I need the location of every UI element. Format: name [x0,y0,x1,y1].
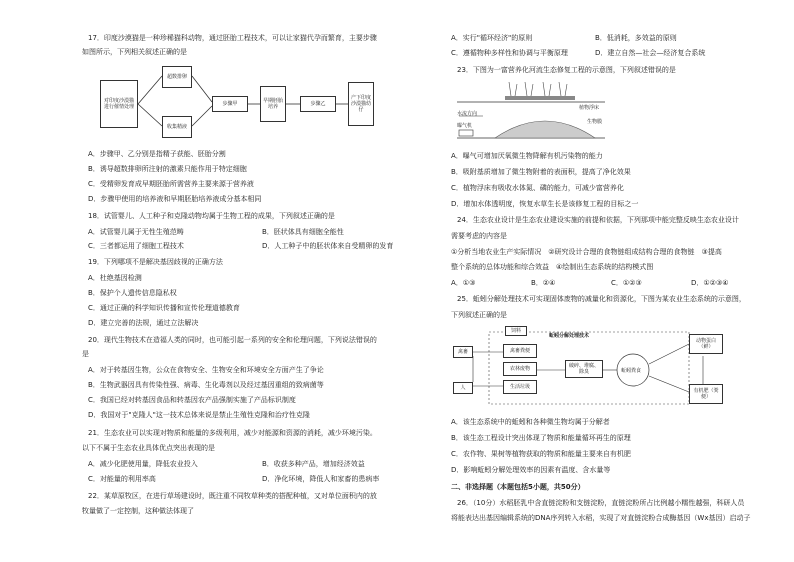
q25-feed-box: 饲料 [505,326,527,336]
q17-option-c: C．受精卵发育成早期胚胎所需营养主要来源于营养液 [88,180,254,188]
q21-stem: 21．生态农业可以实现对物质和能量的多级利用，减少对能源和资源的消耗，减少环境污染。 [88,429,377,437]
q22-option-d: D．建立自然—社会—经济复合系统 [595,49,706,57]
q21-option-c: C．对能量的利用率高 [88,475,156,483]
q25-waste3-box: 生活垃圾 [503,380,537,394]
q20-stem-cont: 是 [82,350,89,358]
q18-option-c: C．三者都运用了细胞工程技术 [88,242,184,250]
q20-option-c: C．我国已经对转基因食品和转基因农产品强制实施了产品标识制度 [88,396,296,404]
q22-stem: 22．某草原牧区，在进行草场建设时，既注重不同牧草种类的搭配种植，又对单位面积内的放 [88,492,377,500]
q22-option-b: B．低消耗，多效益的原则 [595,34,677,42]
q17-option-b: B．诱导超数排卵所注射的激素只能作用于特定细胞 [88,165,247,173]
q18-stem: 18．试管婴儿、人工种子和克隆动物均属于生物工程的成果，下列叙述正确的是 [88,212,335,220]
right-column [445,0,794,562]
q19-option-c: C．通过正确的科学知识传播和宣传伦理道德教育 [88,304,240,312]
q23-film-label: 生物膜 [587,119,603,125]
q20-stem: 20．现代生物技术在造福人类的同时，也可能引起一系列的安全和伦理问题，下列说法错误的 [88,336,377,344]
q21-option-a: A．减少化肥使用量，降低农业投入 [88,460,198,468]
left-column [82,0,442,562]
q24-items-2: 整个系统的总体功能和综合效益 ④绘制出生态系统的结构模式图 [451,263,654,271]
q25-title: 蚯蚓分解处理技术 [549,333,590,339]
q25-animal-box: 动物蛋白（鲜） [689,334,723,354]
q25-eco-diagram [453,326,753,410]
q17-start-box: 对印度沙漠猫进行催情处理 [100,80,138,128]
q25-worm-label: 蚯蚓粪食 [621,368,642,374]
q22-stem-cont: 牧量做了一定控制，这种做法体现了 [82,507,194,515]
q25-process-box: 破碎、堆腐、除臭 [565,360,603,378]
q23-option-a: A．曝气可增加厌氧微生物降解有机污染物的能力 [451,152,603,160]
q17-embryo-box: 早期胚胎培养 [260,86,286,122]
q26-stem-cont: 将能表达出基因编辑系统的DNA序列转入水稻，实现了对直链淀粉合成酶基因（Wx基因）启动子 [451,514,751,522]
q20-option-d: D．我国对于"克隆人"这一技术总体来说是禁止生殖性克隆和治疗性克隆 [88,411,310,419]
q25-fertilizer-box: 有机肥（粪便） [689,384,723,404]
q24-option-c: C．①②③ [611,279,642,287]
q17-option-a: A．步骤甲、乙分别是指精子获能、胚胎分割 [88,150,226,158]
q17-eggs-box: 超数排卵 [162,66,192,88]
q23-flow-label: 水流方向 [457,111,478,117]
q18-option-d: D．人工种子中的胚状体来自受精卵的发育 [262,242,394,250]
q21-option-d: D．净化环境，降低人和家畜的患病率 [262,475,380,483]
q25-waste2-box: 农林废物 [503,362,537,376]
q24-stem: 24．生态农业设计是生态农业建设实施的前提和依据，下列那项中能完整反映生态农业设计 [457,216,739,224]
q18-option-a: A．试管婴儿属于无性生殖范畴 [88,228,184,236]
q24-option-a: A．①③ [451,279,476,287]
q19-stem: 19．下列哪项不是解决基因歧视的正确方法 [88,258,223,266]
q25-option-b: B．该生态工程设计突出体现了物质和能量循环再生的原理 [451,434,631,442]
q19-option-d: D．建立完善的法规，通过立法解决 [88,319,199,327]
q26-stem: 26．（10分）水稻胚乳中含直链淀粉和支链淀粉，直链淀粉所占比例越小糯性越强，科研人员 [457,499,745,507]
q25-stem-cont: 下列叙述正确的是 [451,311,507,319]
q17-end-box: 产下印度沙漠猫幼仔 [348,82,374,126]
q24-stem-cont: 需要考虑的内容是 [451,232,507,240]
q25-option-a: A．该生态系统中的蚯蚓和各种微生物均属于分解者 [451,418,610,426]
q25-option-c: C．农作物、果树等植物获取的物质和能量主要来自有机肥 [451,450,631,458]
q17-stem: 17．印度沙漠猫是一种珍稀猫科动物，通过胚胎工程技术，可以让家猫代孕而繁育，主要步骤 [88,34,377,42]
q17-option-d: D．步骤甲使用的培养液和早期胚胎培养液成分基本相同 [88,195,262,203]
q17-flow-diagram [100,64,430,144]
q25-human-box: 人 [453,382,473,394]
q23-option-d: D．增加水体透明度，恢复水草生长是该修复工程的目标之一 [451,200,639,208]
q23-stem: 23．下图为一富营养化河流生态修复工程的示意图，下列叙述错误的是 [457,66,676,74]
q25-option-d: D．影响蚯蚓分解处理效率的因素有温度、含水量等 [451,466,611,474]
q23-option-b: B．吸附基质增加了微生物附着的表面积，提高了净化效果 [451,168,631,176]
q21-option-b: B．收获多种产品，增加经济效益 [262,460,365,468]
q25-waste1-box: 禽畜粪便 [503,344,537,358]
q19-option-b: B．保护个人遗传信息隐私权 [88,289,177,297]
q17-step2-box: 步骤乙 [300,96,336,112]
q21-stem-cont: 以下不属于生态农业具体优点突出表现的是 [82,444,215,452]
q17-sperm-box: 收集精液 [162,116,192,138]
q23-option-c: C．植物浮床有吸收水体氮、磷的能力，可减少富营养化 [451,184,624,192]
q19-option-a: A．杜绝基因检测 [88,274,142,282]
q23-river-diagram [455,80,615,144]
q24-option-d: D．①②③④ [691,279,729,287]
q23-float-label: 植物浮床 [579,105,600,111]
q20-option-b: B．生物武器因具有传染性强、病毒、生化毒剂以及经过基因重组的致病菌等 [88,381,324,389]
q25-livestock-box: 禽畜 [453,346,473,358]
q23-aerator-label: 曝气机 [457,123,473,129]
q24-option-b: B．②④ [531,279,556,287]
q25-stem: 25．蚯蚓分解处理技术可实现固体废物的减量化和资源化，下图为某农业生态系统的示意图， [457,295,746,303]
q18-option-b: B．胚状体具有细胞全能性 [262,228,344,236]
q17-step1-box: 步骤甲 [212,96,248,112]
q20-option-a: A．对于转基因生物，公众在食物安全、生物安全和环境安全方面产生了争论 [88,366,324,374]
q24-items-1: ①分析当地农业生产实际情况 ②研究设计合理的食物链组成结构合理的食物链 ③提高 [451,248,722,256]
section-heading: 二、非选择题（本题包括5小题，共50分） [451,483,585,491]
q17-stem-cont: 如图所示，下列相关叙述正确的是 [82,48,187,56]
q22-option-c: C．遵循物种多样性和协调与平衡原理 [451,49,568,57]
q22-option-a: A．实行"循环经济"的原则 [451,34,533,42]
